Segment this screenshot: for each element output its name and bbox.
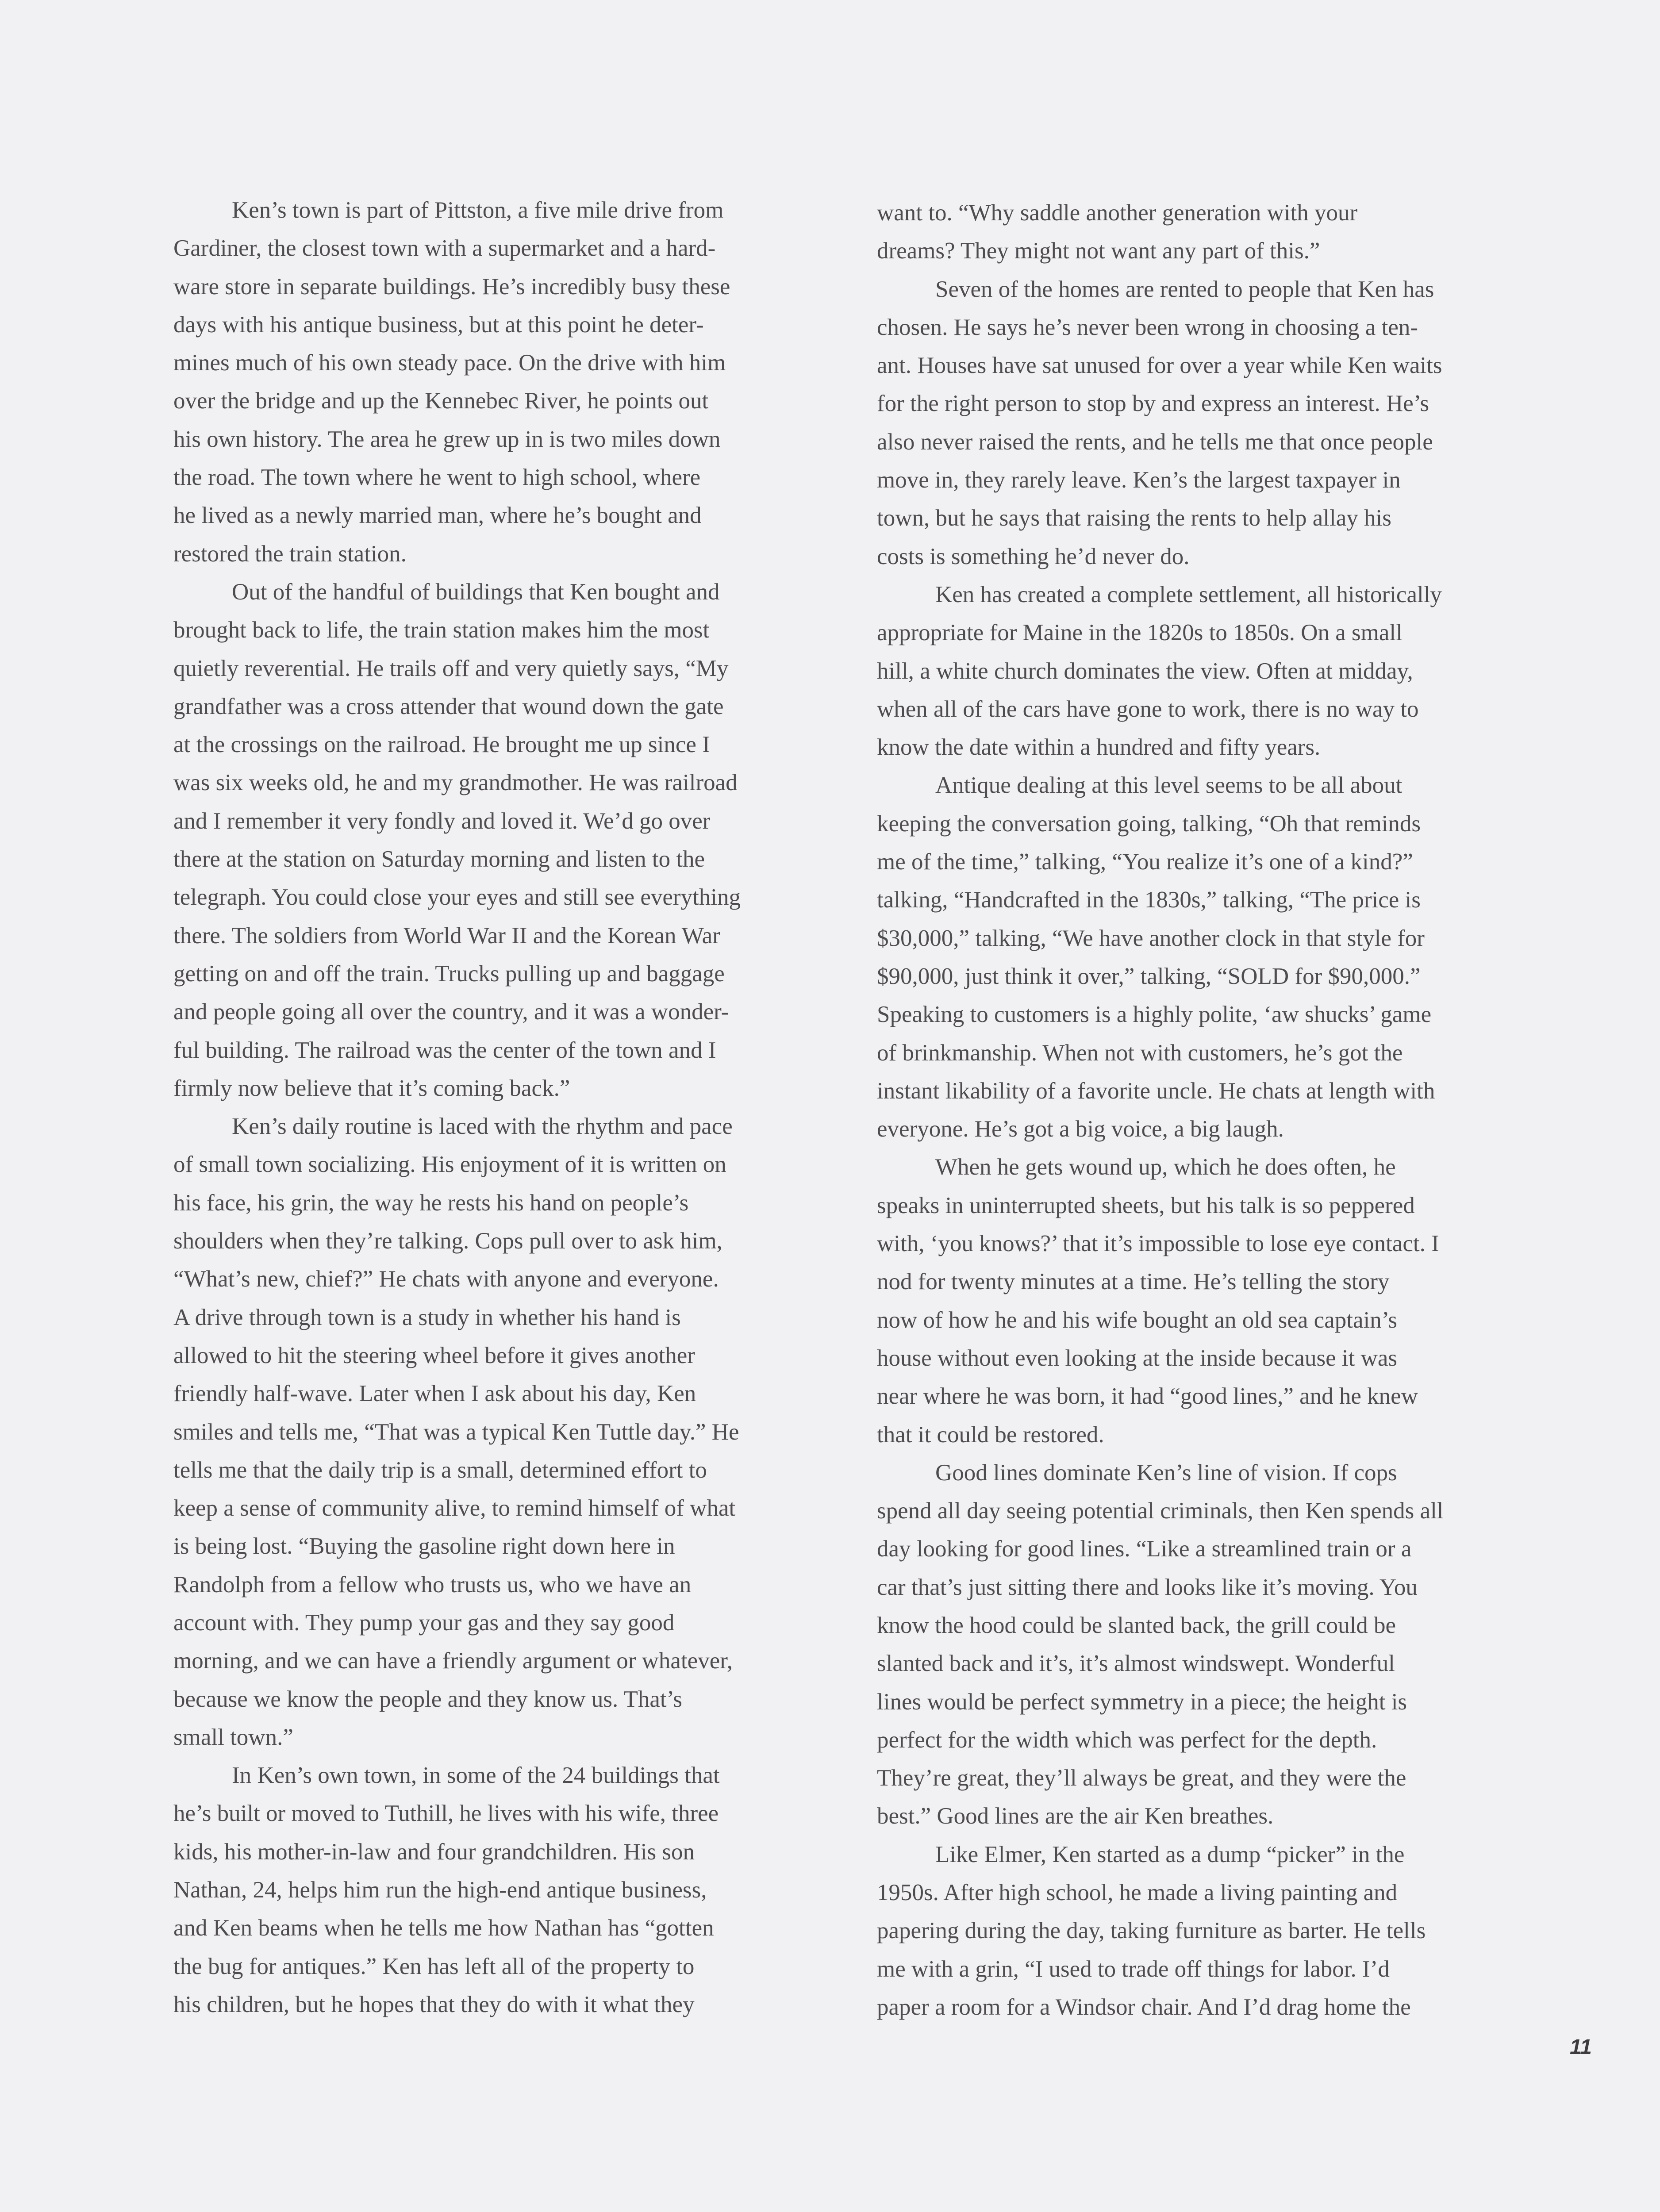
text-line: he lived as a newly married man, where he’s bought and bbox=[173, 503, 702, 529]
paragraph bbox=[877, 576, 1496, 766]
text-line: near where he was born, it had “good lines,” and he knew bbox=[877, 1383, 1418, 1409]
text-line: Nathan, 24, helps him run the high-end antique business, bbox=[173, 1877, 707, 1903]
text-line: appropriate for Maine in the 1820s to 1850s. On a small bbox=[877, 620, 1403, 646]
text-line: When he gets wound up, which he does often, he bbox=[935, 1154, 1396, 1180]
text-line: papering during the day, taking furniture as barter. He tells bbox=[877, 1918, 1426, 1944]
text-line: $30,000,” talking, “We have another clock in that style for bbox=[877, 925, 1425, 951]
paragraph bbox=[173, 1107, 793, 1756]
text-line: $90,000, just think it over,” talking, “SOLD for $90,000.” bbox=[877, 963, 1421, 989]
text-line: friendly half-wave. Later when I ask about his day, Ken bbox=[173, 1381, 696, 1407]
text-line: firmly now believe that it’s coming back.” bbox=[173, 1075, 570, 1101]
text-line: They’re great, they’ll always be great, and they were the bbox=[877, 1765, 1406, 1791]
text-line: car that’s just sitting there and looks like it’s moving. You bbox=[877, 1574, 1418, 1600]
text-line: smiles and tells me, “That was a typical Ken Tuttle day.” He bbox=[173, 1419, 739, 1445]
text-line: telegraph. You could close your eyes and still see everything bbox=[173, 884, 741, 910]
text-line: Out of the handful of buildings that Ken bought and bbox=[232, 579, 720, 605]
paragraph bbox=[877, 766, 1496, 1148]
paragraph bbox=[173, 191, 793, 573]
text-line: allowed to hit the steering wheel before it gives another bbox=[173, 1342, 695, 1368]
text-line: Ken’s town is part of Pittston, a five mile drive from bbox=[232, 197, 724, 223]
text-line: Good lines dominate Ken’s line of vision. If cops bbox=[935, 1459, 1397, 1486]
text-line: for the right person to stop by and express an interest. He’s bbox=[877, 391, 1429, 417]
text-line: slanted back and it’s, it’s almost windswept. Wonderful bbox=[877, 1651, 1395, 1677]
text-line: hill, a white church dominates the view. Often at midday, bbox=[877, 658, 1413, 684]
text-line: Seven of the homes are rented to people that Ken has bbox=[935, 276, 1434, 302]
text-line: also never raised the rents, and he tells me that once people bbox=[877, 429, 1433, 455]
text-line: Ken has created a complete settlement, all historically bbox=[935, 581, 1442, 607]
text-line: was six weeks old, he and my grandmother. He was railroad bbox=[173, 770, 738, 796]
text-line: because we know the people and they know us. That’s bbox=[173, 1686, 683, 1712]
text-line: there at the station on Saturday morning and listen to the bbox=[173, 846, 705, 872]
text-line: paper a room for a Windsor chair. And I’d drag home the bbox=[877, 1994, 1411, 2020]
text-line: perfect for the width which was perfect for the depth. bbox=[877, 1727, 1377, 1753]
text-line: spend all day seeing potential criminals, then Ken spends all bbox=[877, 1498, 1444, 1524]
text-line: of small town socializing. His enjoyment of it is written on bbox=[173, 1152, 726, 1178]
text-line: mines much of his own steady pace. On the drive with him bbox=[173, 350, 726, 376]
text-line: Speaking to customers is a highly polite, ‘aw shucks’ game bbox=[877, 1002, 1432, 1028]
text-line: Gardiner, the closest town with a supermarket and a hard- bbox=[173, 235, 716, 261]
text-line: at the crossings on the railroad. He brought me up since I bbox=[173, 732, 710, 758]
text-line: Ken’s daily routine is laced with the rhythm and pace bbox=[232, 1114, 733, 1140]
text-line: days with his antique business, but at this point he deter- bbox=[173, 311, 704, 338]
text-line: of brinkmanship. When not with customers, he’s got the bbox=[877, 1040, 1403, 1066]
text-line: with, ‘you knows?’ that it’s impossible to lose eye contact. I bbox=[877, 1231, 1439, 1257]
text-line: and Ken beams when he tells me how Nathan has “gotten bbox=[173, 1915, 714, 1941]
text-line: want to. “Why saddle another generation with your bbox=[877, 200, 1358, 226]
text-line: now of how he and his wife bought an old sea captain’s bbox=[877, 1307, 1398, 1333]
text-line: his face, his grin, the way he rests his hand on people’s bbox=[173, 1190, 689, 1216]
text-line: shoulders when they’re talking. Cops pull over to ask him, bbox=[173, 1228, 722, 1254]
text-line: he’s built or moved to Tuthill, he lives with his wife, three bbox=[173, 1801, 719, 1827]
text-line: costs is something he’d never do. bbox=[877, 543, 1190, 569]
text-line: keep a sense of community alive, to remind himself of what bbox=[173, 1495, 736, 1521]
text-line: his own history. The area he grew up in is two miles down bbox=[173, 426, 721, 452]
text-line: talking, “Handcrafted in the 1830s,” talking, “The price is bbox=[877, 887, 1421, 913]
text-line: dreams? They might not want any part of this.” bbox=[877, 238, 1320, 264]
text-line: instant likability of a favorite uncle. He chats at length with bbox=[877, 1078, 1435, 1104]
right-text-column bbox=[877, 194, 1496, 2026]
text-line: restored the train station. bbox=[173, 541, 407, 567]
text-line: In Ken’s own town, in some of the 24 buildings that bbox=[232, 1763, 720, 1789]
text-line: small town.” bbox=[173, 1724, 293, 1750]
paragraph bbox=[877, 194, 1496, 270]
text-line: is being lost. “Buying the gasoline right down here in bbox=[173, 1533, 675, 1559]
text-line: town, but he says that raising the rents to help allay his bbox=[877, 505, 1391, 531]
text-line: chosen. He says he’s never been wrong in choosing a ten- bbox=[877, 314, 1418, 340]
text-line: ware store in separate buildings. He’s incredibly busy these bbox=[173, 273, 730, 300]
text-line: and people going all over the country, and it was a wonder- bbox=[173, 999, 729, 1025]
text-line: Antique dealing at this level seems to be all about bbox=[935, 772, 1403, 799]
text-line: me of the time,” talking, “You realize it’s one of a kind?” bbox=[877, 849, 1413, 875]
text-line: over the bridge and up the Kennebec River, he points out bbox=[173, 388, 709, 414]
text-line: speaks in uninterrupted sheets, but his talk is so peppered bbox=[877, 1192, 1415, 1218]
paragraph bbox=[877, 1836, 1496, 2026]
text-line: me with a grin, “I used to trade off things for labor. I’d bbox=[877, 1956, 1390, 1982]
text-line: house without even looking at the inside because it was bbox=[877, 1345, 1398, 1371]
text-line: Like Elmer, Ken started as a dump “picker” in the bbox=[935, 1841, 1405, 1867]
page-number: 11 bbox=[1570, 2035, 1592, 2059]
text-line: 1950s. After high school, he made a living painting and bbox=[877, 1880, 1398, 1906]
text-line: keeping the conversation going, talking, “Oh that reminds bbox=[877, 810, 1421, 837]
text-line: kids, his mother-in-law and four grandchildren. His son bbox=[173, 1839, 695, 1865]
text-line: when all of the cars have gone to work, there is no way to bbox=[877, 696, 1419, 722]
text-line: know the hood could be slanted back, the grill could be bbox=[877, 1612, 1396, 1638]
paragraph bbox=[173, 573, 793, 1107]
text-line: there. The soldiers from World War II and the Korean War bbox=[173, 922, 720, 949]
text-line: move in, they rarely leave. Ken’s the largest taxpayer in bbox=[877, 467, 1401, 493]
text-line: ful building. The railroad was the center of the town and I bbox=[173, 1037, 716, 1063]
text-line: know the date within a hundred and fifty years. bbox=[877, 734, 1321, 760]
text-line: grandfather was a cross attender that wound down the gate bbox=[173, 693, 724, 719]
text-line: account with. They pump your gas and they say good bbox=[173, 1609, 675, 1636]
paragraph bbox=[877, 270, 1496, 576]
text-line: getting on and off the train. Trucks pulling up and baggage bbox=[173, 960, 725, 987]
text-line: quietly reverential. He trails off and very quietly says, “My bbox=[173, 655, 729, 681]
text-line: lines would be perfect symmetry in a piece; the height is bbox=[877, 1689, 1407, 1715]
text-line: everyone. He’s got a big voice, a big laugh. bbox=[877, 1116, 1284, 1142]
text-line: “What’s new, chief?” He chats with anyone and everyone. bbox=[173, 1266, 719, 1292]
text-line: best.” Good lines are the air Ken breathes. bbox=[877, 1803, 1274, 1829]
text-line: and I remember it very fondly and loved it. We’d go over bbox=[173, 808, 711, 834]
text-line: morning, and we can have a friendly argument or whatever, bbox=[173, 1648, 733, 1674]
text-line: the road. The town where he went to high school, where bbox=[173, 465, 701, 491]
text-line: nod for twenty minutes at a time. He’s telling the story bbox=[877, 1269, 1390, 1295]
text-line: that it could be restored. bbox=[877, 1421, 1104, 1448]
text-line: the bug for antiques.” Ken has left all of the property to bbox=[173, 1953, 695, 1979]
text-line: his children, but he hopes that they do with it what they bbox=[173, 1991, 695, 2017]
text-line: A drive through town is a study in whether his hand is bbox=[173, 1304, 681, 1330]
text-line: ant. Houses have sat unused for over a year while Ken waits bbox=[877, 353, 1442, 379]
text-line: brought back to life, the train station makes him the most bbox=[173, 617, 710, 643]
text-line: day looking for good lines. “Like a streamlined train or a bbox=[877, 1536, 1412, 1562]
paragraph bbox=[173, 1756, 793, 2024]
paragraph bbox=[877, 1454, 1496, 1836]
paragraph bbox=[877, 1148, 1496, 1453]
text-line: Randolph from a fellow who trusts us, who we have an bbox=[173, 1571, 692, 1598]
text-line: tells me that the daily trip is a small, determined effort to bbox=[173, 1457, 707, 1483]
left-text-column bbox=[173, 191, 793, 2024]
